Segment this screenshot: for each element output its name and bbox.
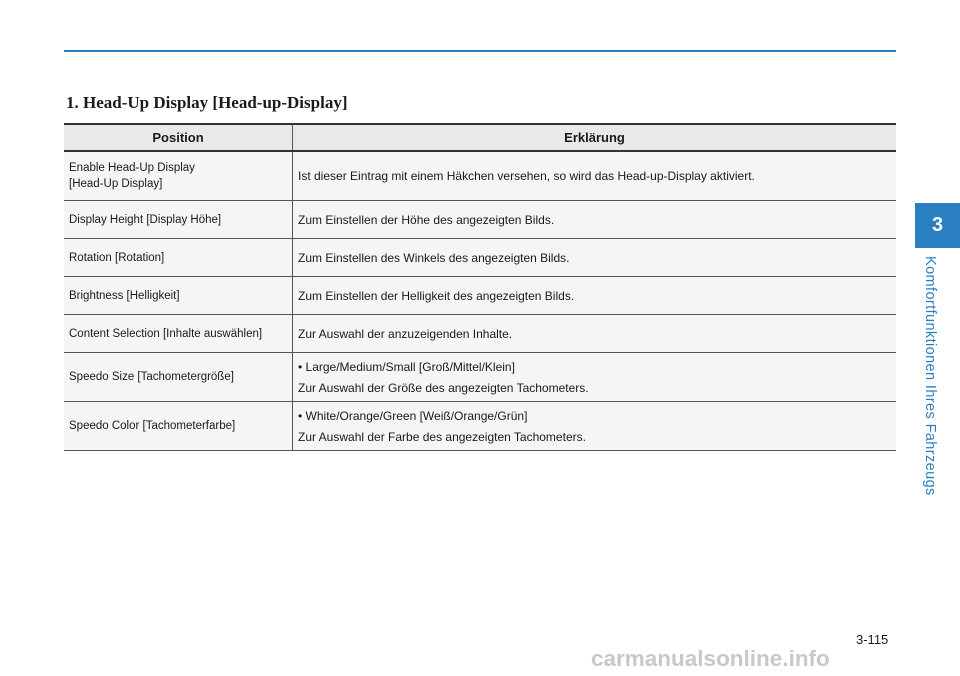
description-cell bbox=[293, 239, 897, 277]
chapter-number-tab: 3 bbox=[915, 203, 960, 248]
table-row bbox=[64, 353, 896, 402]
chapter-title: Komfortfunktionen Ihres Fahrzeugs bbox=[922, 256, 938, 496]
table-row bbox=[64, 402, 896, 451]
watermark: carmanualsonline.info bbox=[591, 646, 830, 671]
table-row bbox=[64, 277, 896, 315]
description-text: Zum Einstellen des Winkels des angezeigten Bilds. bbox=[298, 250, 570, 265]
description-text: Zur Auswahl der anzuzeigenden Inhalte. bbox=[298, 326, 513, 341]
setting-cell bbox=[64, 151, 293, 201]
setting-cell bbox=[64, 315, 293, 353]
setting-label: Content Selection [Inhalte auswählen] bbox=[69, 327, 263, 340]
table-row bbox=[64, 201, 896, 239]
setting-cell bbox=[64, 402, 293, 451]
table-header-row bbox=[64, 124, 896, 151]
description-cell bbox=[293, 151, 897, 201]
setting-cell bbox=[64, 201, 293, 239]
setting-label: Brightness [Helligkeit] bbox=[69, 289, 180, 302]
description-cell bbox=[293, 315, 897, 353]
description-cell bbox=[293, 277, 897, 315]
setting-label: Display Height [Display Höhe] bbox=[69, 213, 222, 226]
setting-cell bbox=[64, 239, 293, 277]
description-text: Zur Auswahl der Größe des angezeigten Tachometers. bbox=[298, 380, 589, 395]
column-header-explanation: Erklärung bbox=[293, 124, 897, 151]
setting-label: Speedo Size [Tachometergröße] bbox=[69, 371, 234, 383]
description-text: • White/Orange/Green [Weiß/Orange/Grün] bbox=[298, 408, 528, 423]
description-text: Ist dieser Eintrag mit einem Häkchen versehen, so wird das Head-up-Display aktiviert. bbox=[298, 169, 755, 183]
setting-label: [Head-Up Display] bbox=[69, 178, 163, 190]
header-rule bbox=[64, 50, 896, 52]
description-text: Zum Einstellen der Helligkeit des angezeigten Bilds. bbox=[298, 288, 575, 303]
setting-label: Speedo Color [Tachometerfarbe] bbox=[69, 420, 236, 432]
description-text: • Large/Medium/Small [Groß/Mittel/Klein] bbox=[298, 359, 515, 374]
description-cell bbox=[293, 402, 897, 451]
setting-cell bbox=[64, 277, 293, 315]
setting-label: Enable Head-Up Display bbox=[69, 162, 195, 174]
description-cell bbox=[293, 353, 897, 402]
section-title: 1. Head-Up Display [Head-up-Display] bbox=[66, 93, 348, 112]
setting-label: Rotation [Rotation] bbox=[69, 251, 165, 264]
description-text: Zum Einstellen der Höhe des angezeigten Bilds. bbox=[298, 212, 555, 227]
table-body bbox=[64, 151, 896, 451]
table-row bbox=[64, 315, 896, 353]
column-header-position: Position bbox=[64, 124, 293, 151]
table-row bbox=[64, 239, 896, 277]
description-cell bbox=[293, 201, 897, 239]
table-row bbox=[64, 151, 896, 201]
description-text: Zur Auswahl der Farbe des angezeigten Tachometers. bbox=[298, 429, 586, 444]
settings-table bbox=[64, 123, 896, 451]
setting-cell bbox=[64, 353, 293, 402]
page-number: 3-115 bbox=[856, 632, 889, 647]
